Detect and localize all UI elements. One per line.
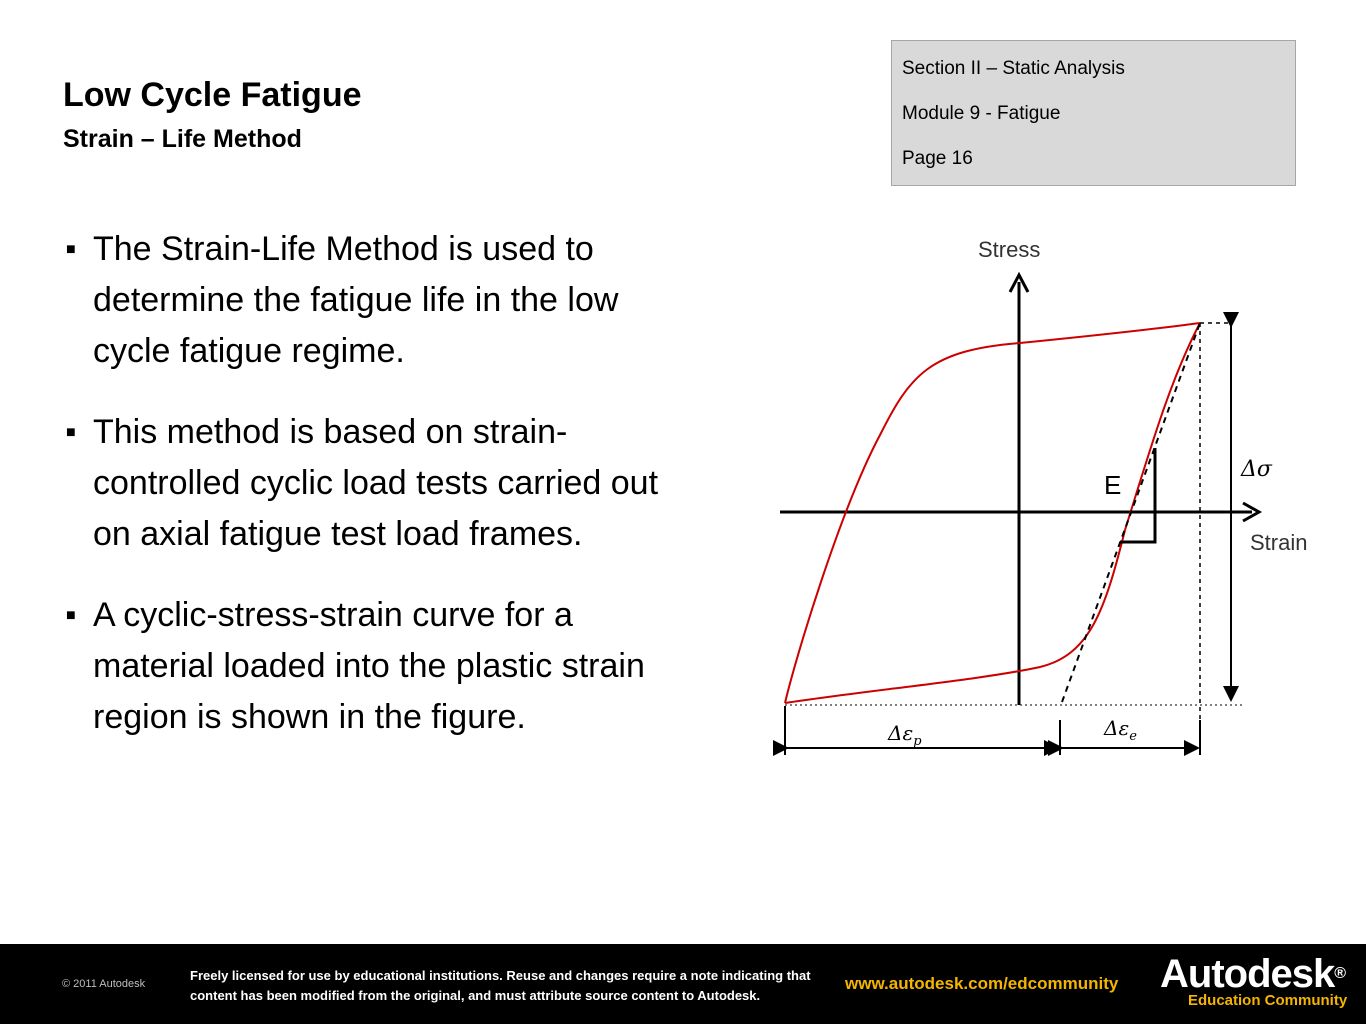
license-text: Freely licensed for use by educational institutions. Reuse and changes require a note indicating that content has been modified from the original, and must attribute source content to Autodesk.: [190, 968, 811, 1003]
education-community-label: Education Community: [1188, 992, 1348, 1009]
delta-eps-e-subscript: e: [1129, 729, 1137, 744]
modulus-label: E: [1104, 470, 1122, 500]
delta-eps-e-symbol: Δε: [1104, 716, 1130, 740]
bullet-text: The Strain-Life Method is used to determine the fatigue life in the low cycle fatigue regime.: [93, 230, 619, 370]
section-info-box: [891, 40, 1296, 186]
hysteresis-loop-diagram: [760, 230, 1340, 770]
page-subtitle: Strain – Life Method: [63, 125, 302, 153]
delta-eps-p-symbol: Δε: [888, 721, 914, 745]
delta-eps-e-label: [1103, 716, 1137, 744]
autodesk-logo: [1160, 950, 1345, 998]
delta-sigma-label: Δσ: [1241, 457, 1272, 482]
bullet-item: [62, 224, 702, 377]
bullet-list: [62, 224, 702, 773]
bullet-text: A cyclic-stress-strain curve for a material loaded into the plastic strain region is shown in the figure.: [93, 596, 645, 736]
autodesk-logo-text: Autodesk: [1160, 952, 1335, 996]
bullet-item: [62, 407, 702, 560]
bullet-square-icon: ■: [66, 241, 76, 258]
page-label: Page 16: [902, 148, 973, 169]
registered-mark: ®: [1334, 965, 1346, 982]
footer-bar: [0, 944, 1366, 1024]
bullet-text: This method is based on strain-controlled cyclic load tests carried out on axial fatigue test load frames.: [93, 413, 659, 553]
copyright-text: © 2011 Autodesk: [62, 978, 146, 990]
edcommunity-link[interactable]: www.autodesk.com/edcommunity: [845, 974, 1119, 993]
stress-axis-label: Stress: [978, 237, 1041, 262]
bullet-item: [62, 590, 702, 743]
strain-axis-label: Strain: [1250, 530, 1308, 555]
delta-eps-p-subscript: p: [913, 734, 922, 749]
delta-eps-p-label: [887, 721, 922, 749]
module-label: Module 9 - Fatigue: [902, 103, 1061, 124]
bullet-square-icon: ■: [66, 607, 76, 624]
page-title: Low Cycle Fatigue: [63, 76, 362, 114]
section-label: Section II – Static Analysis: [902, 58, 1125, 79]
bullet-square-icon: ■: [66, 424, 76, 441]
